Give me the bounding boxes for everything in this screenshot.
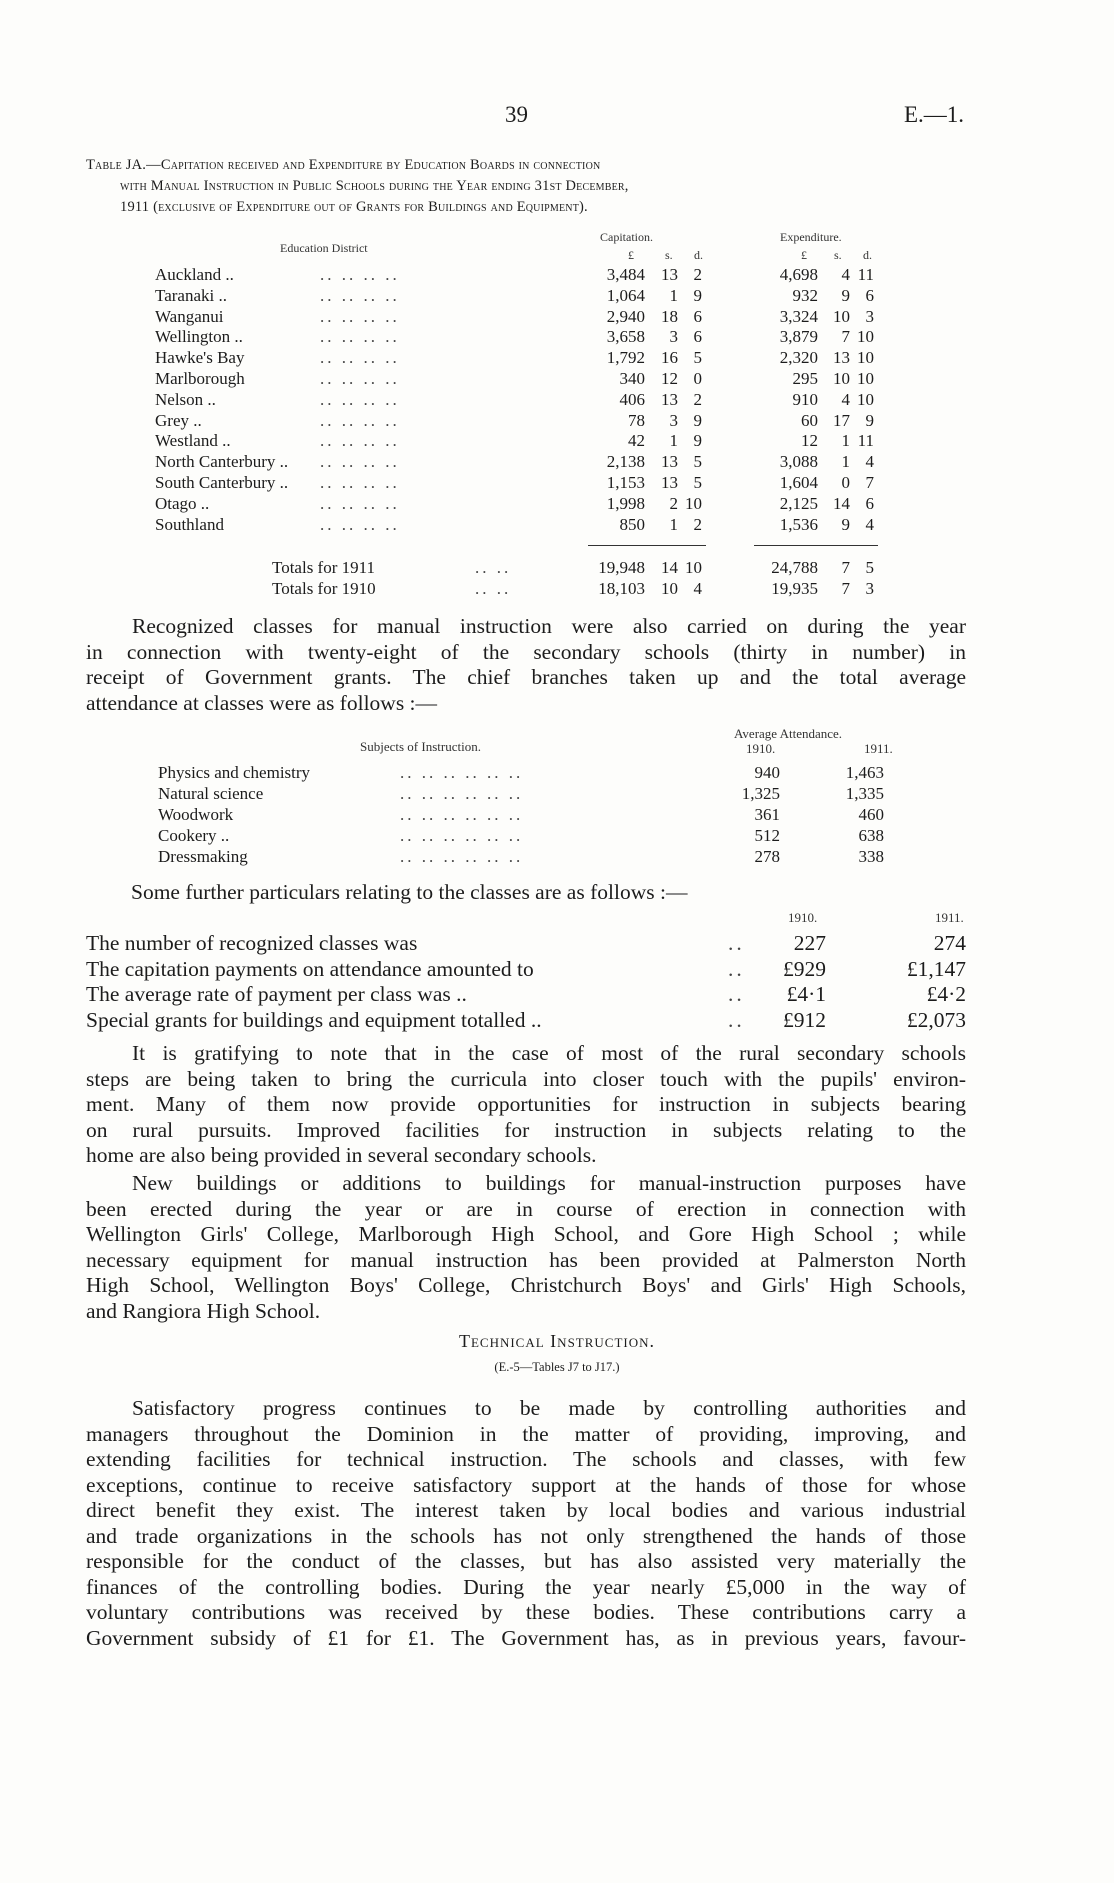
unit-pence: d. <box>863 248 872 262</box>
subject-name: Woodwork <box>158 805 234 824</box>
leader-dots: .. <box>728 931 745 955</box>
table-row <box>0 514 1114 535</box>
capitation-pence: 5 <box>693 452 702 472</box>
capitation-pence: 5 <box>693 473 702 492</box>
unit-shilling: s. <box>834 248 842 262</box>
expenditure-pence: 4 <box>865 514 874 534</box>
expenditure-pence: 11 <box>857 431 874 451</box>
attendance-row <box>0 763 1114 784</box>
capitation-pence: 4 <box>693 579 702 598</box>
paragraph-line: exceptions, continue to receive satisfactory support at the hands of those for whose <box>86 1472 966 1497</box>
capitation-shillings: 3 <box>669 327 678 347</box>
capitation-pence: 9 <box>693 410 702 430</box>
capitation-shillings: 16 <box>661 348 678 368</box>
capitation-shillings: 1 <box>669 431 678 451</box>
value-1911: 274 <box>933 931 966 955</box>
paragraph-line: attendance at classes were as follows :— <box>86 690 438 715</box>
capitation-pounds: 2,138 <box>606 452 645 472</box>
table-row <box>0 389 1114 410</box>
table-row <box>0 430 1114 451</box>
subject-name: Natural science <box>158 784 264 803</box>
paragraph-line: steps are being taken to bring the curricula into closer touch with the pupils' environ- <box>86 1066 966 1091</box>
table-row <box>0 451 1114 472</box>
value-1911: £2,073 <box>906 1007 966 1032</box>
district-name: Auckland .. <box>155 265 234 284</box>
leader-dots: .. .. .. .. .. .. <box>400 847 524 866</box>
subject-name: Cookery .. <box>158 826 230 845</box>
capitation-shillings: 13 <box>661 473 678 492</box>
expenditure-shillings: 0 <box>841 473 850 492</box>
capitation-pounds: 42 <box>628 431 645 451</box>
expenditure-pounds: 19,935 <box>771 579 818 598</box>
value-1910: £912 <box>783 1007 826 1032</box>
table-row <box>0 306 1114 327</box>
leader-dots: .. .. .. .. .. .. <box>400 763 524 782</box>
leader-dots: .. .. .. .. <box>320 265 400 284</box>
expenditure-pounds: 60 <box>801 410 818 430</box>
leader-dots: .. .. .. .. <box>320 348 400 368</box>
expenditure-shillings: 1 <box>841 431 850 451</box>
expenditure-pounds: 910 <box>792 389 818 409</box>
expenditure-pounds: 24,788 <box>771 558 818 577</box>
capitation-pounds: 2,940 <box>606 306 645 326</box>
capitation-shillings: 1 <box>669 514 678 534</box>
column-header-subjects: Subjects of Instruction. <box>360 739 481 754</box>
expenditure-pence: 6 <box>865 493 874 513</box>
capitation-shillings: 13 <box>661 265 678 284</box>
paragraph-line: and trade organizations in the schools has not only strengthened the hands of those <box>86 1523 966 1548</box>
paragraph-further-particulars: Some further particulars relating to the classes are as follows :— <box>131 880 688 904</box>
paragraph-manual-instruction <box>86 614 966 716</box>
capitation-pounds: 1,153 <box>606 473 645 492</box>
column-header-expenditure: Expenditure. <box>780 230 842 244</box>
totals-row <box>0 578 1114 599</box>
district-name: Wellington .. <box>155 327 243 347</box>
leader-dots: .. <box>728 982 745 1006</box>
expenditure-shillings: 9 <box>841 285 850 305</box>
capitation-pence: 5 <box>693 348 702 368</box>
total-rule <box>754 545 878 546</box>
paragraph-line: and Rangiora High School. <box>86 1298 321 1323</box>
expenditure-pence: 9 <box>865 410 874 430</box>
leader-dots: .. .. <box>475 579 512 598</box>
leader-dots: .. .. .. .. <box>320 493 400 513</box>
expenditure-pounds: 3,879 <box>779 327 818 347</box>
attendance-1911: 460 <box>858 805 884 824</box>
caption-line: 1911 (exclusive of Expenditure out of Grants for Buildings and Equipment). <box>120 199 588 215</box>
expenditure-pence: 3 <box>865 579 874 598</box>
capitation-pence: 9 <box>693 431 702 451</box>
column-header-1910: 1910. <box>746 741 776 756</box>
attendance-1910: 1,325 <box>741 784 780 803</box>
attendance-row <box>0 826 1114 847</box>
value-1911: £4·2 <box>926 982 966 1006</box>
capitation-pence: 2 <box>693 265 702 284</box>
leader-dots: .. .. .. .. <box>320 389 400 409</box>
expenditure-shillings: 9 <box>841 514 850 534</box>
totals-row <box>0 557 1114 578</box>
paragraph-line: receipt of Government grants. The chief branches taken up and the total average <box>86 665 966 689</box>
page-number: 39 <box>505 102 528 127</box>
attendance-1910: 940 <box>754 763 780 782</box>
leader-dots: .. .. .. .. .. .. <box>400 805 524 824</box>
expenditure-pounds: 295 <box>792 369 818 388</box>
paragraph-line: Satisfactory progress continues to be made by controlling authorities and <box>132 1396 966 1420</box>
district-name: Wanganui <box>155 306 224 326</box>
expenditure-shillings: 10 <box>833 369 850 388</box>
paragraph-line: Recognized classes for manual instruction were also carried on during the year <box>132 614 966 638</box>
unit-pound: £ <box>801 248 807 262</box>
expenditure-pounds: 12 <box>801 431 818 451</box>
paragraph-line: Wellington Girls' College, Marlborough High School, and Gore High School ; while <box>86 1222 966 1246</box>
particulars-row <box>0 1007 1114 1032</box>
capitation-shillings: 13 <box>661 452 678 472</box>
expenditure-pounds: 1,536 <box>779 514 818 534</box>
expenditure-pence: 10 <box>857 369 874 388</box>
unit-shilling: s. <box>665 248 673 262</box>
expenditure-pounds: 2,125 <box>779 493 818 513</box>
capitation-shillings: 14 <box>661 558 678 577</box>
expenditure-shillings: 13 <box>833 348 850 368</box>
capitation-shillings: 3 <box>669 410 678 430</box>
particulars-label: The average rate of payment per class was .. <box>86 982 467 1006</box>
leader-dots: .. .. <box>475 558 512 577</box>
table-row <box>0 347 1114 368</box>
expenditure-pence: 10 <box>857 389 874 409</box>
capitation-shillings: 1 <box>669 285 678 305</box>
paragraph-line: on rural pursuits. Improved facilities for instruction in subjects relating to the <box>86 1117 966 1142</box>
leader-dots: .. .. .. .. <box>320 369 400 388</box>
value-1910: 227 <box>793 931 826 955</box>
expenditure-shillings: 1 <box>841 452 850 472</box>
paragraph-line: extending facilities for technical instruction. The schools and classes, with few <box>86 1447 966 1471</box>
attendance-row <box>0 805 1114 826</box>
capitation-pence: 10 <box>685 493 702 513</box>
leader-dots: .. .. .. .. <box>320 327 400 347</box>
leader-dots: .. .. .. .. .. .. <box>400 784 524 803</box>
attendance-1910: 278 <box>754 847 780 866</box>
expenditure-shillings: 4 <box>841 389 850 409</box>
column-header-district: Education District <box>280 241 368 255</box>
totals-label: Totals for 1910 <box>272 579 376 598</box>
leader-dots: .. .. .. .. <box>320 431 400 451</box>
value-1911: £1,147 <box>906 956 966 981</box>
table-row <box>0 472 1114 493</box>
district-name: Grey .. <box>155 410 202 430</box>
expenditure-pounds: 1,604 <box>779 473 818 492</box>
paragraph-line: in connection with twenty-eight of the secondary schools (thirty in number) in <box>86 639 966 664</box>
district-name: Otago .. <box>155 493 210 513</box>
column-header-1911: 1911. <box>935 910 964 925</box>
capitation-shillings: 12 <box>661 369 678 388</box>
paragraph-line: managers throughout the Dominion in the matter of providing, improving, and <box>86 1421 966 1446</box>
paragraph-new-buildings <box>86 1171 966 1324</box>
district-name: Southland <box>155 514 224 534</box>
value-1910: £4·1 <box>786 982 826 1006</box>
subject-name: Physics and chemistry <box>158 763 311 782</box>
capitation-pounds: 3,484 <box>606 265 645 284</box>
capitation-pence: 10 <box>685 558 702 577</box>
attendance-1910: 361 <box>754 805 780 824</box>
particulars-row <box>0 956 1114 981</box>
table-row <box>0 410 1114 431</box>
expenditure-pounds: 3,324 <box>779 306 818 326</box>
leader-dots: .. .. .. .. <box>320 452 400 472</box>
expenditure-pence: 7 <box>865 473 874 492</box>
leader-dots: .. .. .. .. <box>320 514 400 534</box>
paragraph-rural-schools <box>86 1041 966 1169</box>
paragraph-line: been erected during the year or are in course of erection in connection with <box>86 1196 966 1221</box>
expenditure-shillings: 4 <box>841 265 850 284</box>
leader-dots: .. .. .. .. <box>320 306 400 326</box>
column-header-1911: 1911. <box>864 741 893 756</box>
caption-line: with Manual Instruction in Public Schools during the Year ending 31st December, <box>120 178 629 194</box>
expenditure-shillings: 10 <box>833 306 850 326</box>
paragraph-line: voluntary contributions was received by these bodies. These contributions carry a <box>86 1600 966 1624</box>
district-name: Hawke's Bay <box>155 348 245 368</box>
particulars-label: Special grants for buildings and equipment totalled .. <box>86 1007 542 1032</box>
capitation-shillings: 10 <box>661 579 678 598</box>
table-row <box>0 285 1114 306</box>
paragraph-line: New buildings or additions to buildings for manual-instruction purposes have <box>132 1171 966 1195</box>
capitation-pounds: 1,792 <box>606 348 645 368</box>
attendance-1910: 512 <box>754 826 780 845</box>
attendance-1911: 1,463 <box>845 763 884 782</box>
district-name: South Canterbury .. <box>155 473 289 492</box>
column-header-1910: 1910. <box>788 910 818 925</box>
district-name: Taranaki .. <box>155 285 227 305</box>
section-heading: Technical Instruction. <box>458 1331 656 1351</box>
caption-line: Table JA.—Capitation received and Expenditure by Education Boards in connection <box>86 157 601 173</box>
expenditure-pence: 11 <box>857 265 874 284</box>
district-name: Marlborough <box>155 369 245 388</box>
particulars-row <box>0 931 1114 955</box>
attendance-row <box>0 847 1114 868</box>
subject-name: Dressmaking <box>158 847 248 866</box>
capitation-pounds: 18,103 <box>598 579 645 598</box>
expenditure-shillings: 17 <box>833 410 850 430</box>
paragraph-line: finances of the controlling bodies. During the year nearly £5,000 in the way of <box>86 1574 966 1599</box>
district-name: Westland .. <box>155 431 231 451</box>
capitation-pence: 9 <box>693 285 702 305</box>
paragraph-line: responsible for the conduct of the classes, but has also assisted very materially the <box>86 1549 966 1573</box>
unit-pound: £ <box>628 248 634 262</box>
paragraph-line: It is gratifying to note that in the case of most of the rural secondary schools <box>132 1041 966 1065</box>
capitation-pence: 2 <box>693 514 702 534</box>
table-row <box>0 264 1114 285</box>
paragraph-line: necessary equipment for manual instruction has been provided at Palmerston North <box>86 1247 966 1272</box>
attendance-1911: 1,335 <box>845 784 884 803</box>
leader-dots: .. <box>728 956 745 981</box>
table-row <box>0 368 1114 389</box>
expenditure-shillings: 14 <box>833 493 850 513</box>
unit-pence: d. <box>694 248 703 262</box>
expenditure-pounds: 3,088 <box>779 452 818 472</box>
attendance-1911: 638 <box>858 826 884 845</box>
expenditure-pence: 3 <box>865 306 874 326</box>
capitation-pounds: 340 <box>619 369 645 388</box>
capitation-pence: 6 <box>693 306 702 326</box>
leader-dots: .. <box>728 1007 745 1032</box>
expenditure-shillings: 7 <box>841 558 850 577</box>
leader-dots: .. .. .. .. <box>320 410 400 430</box>
expenditure-pounds: 4,698 <box>779 265 818 284</box>
particulars-label: The number of recognized classes was <box>86 931 418 955</box>
expenditure-pounds: 932 <box>792 285 818 305</box>
particulars-label: The capitation payments on attendance amounted to <box>86 956 534 981</box>
attendance-row <box>0 784 1114 805</box>
section-reference: (E.-5—Tables J7 to J17.) <box>494 1360 620 1374</box>
paragraph-line: High School, Wellington Boys' College, Christchurch Boys' and Girls' High Schools, <box>86 1273 966 1297</box>
attendance-1911: 338 <box>858 847 884 866</box>
leader-dots: .. .. .. .. <box>320 285 400 305</box>
paragraph-line: direct benefit they exist. The interest taken by local bodies and various industrial <box>86 1498 966 1522</box>
capitation-shillings: 18 <box>661 306 678 326</box>
leader-dots: .. .. .. .. <box>320 473 400 492</box>
paragraph-technical-instruction <box>86 1396 966 1651</box>
expenditure-pounds: 2,320 <box>779 348 818 368</box>
paragraph-line: Government subsidy of £1 for £1. The Government has, as in previous years, favour- <box>86 1625 966 1650</box>
capitation-pence: 6 <box>693 327 702 347</box>
value-1910: £929 <box>783 956 826 981</box>
column-header-attendance: Average Attendance. <box>734 726 843 741</box>
document-reference: E.—1. <box>904 102 965 127</box>
table-row <box>0 493 1114 514</box>
particulars-row <box>0 982 1114 1006</box>
leader-dots: .. .. .. .. .. .. <box>400 826 524 845</box>
expenditure-shillings: 7 <box>841 579 850 598</box>
column-header-capitation: Capitation. <box>600 230 653 244</box>
capitation-pounds: 3,658 <box>606 327 645 347</box>
capitation-pounds: 1,064 <box>606 285 645 305</box>
district-name: North Canterbury .. <box>155 452 289 472</box>
capitation-pounds: 78 <box>628 410 645 430</box>
expenditure-pence: 5 <box>865 558 874 577</box>
expenditure-pence: 4 <box>865 452 874 472</box>
table-ja-caption <box>86 155 966 218</box>
capitation-pounds: 19,948 <box>598 558 645 577</box>
capitation-shillings: 2 <box>669 493 678 513</box>
capitation-pounds: 850 <box>619 514 645 534</box>
capitation-shillings: 13 <box>661 389 678 409</box>
capitation-pence: 2 <box>693 389 702 409</box>
table-row <box>0 326 1114 347</box>
paragraph-line: ment. Many of them now provide opportunities for instruction in subjects bearing <box>86 1092 966 1116</box>
expenditure-pence: 10 <box>857 348 874 368</box>
capitation-pounds: 1,998 <box>606 493 645 513</box>
capitation-pounds: 406 <box>619 389 645 409</box>
expenditure-pence: 10 <box>857 327 874 347</box>
expenditure-shillings: 7 <box>841 327 850 347</box>
expenditure-pence: 6 <box>865 285 874 305</box>
district-name: Nelson .. <box>155 389 216 409</box>
capitation-pence: 0 <box>693 369 702 388</box>
total-rule <box>588 545 706 546</box>
paragraph-line: home are also being provided in several secondary schools. <box>86 1143 597 1167</box>
totals-label: Totals for 1911 <box>272 558 375 577</box>
